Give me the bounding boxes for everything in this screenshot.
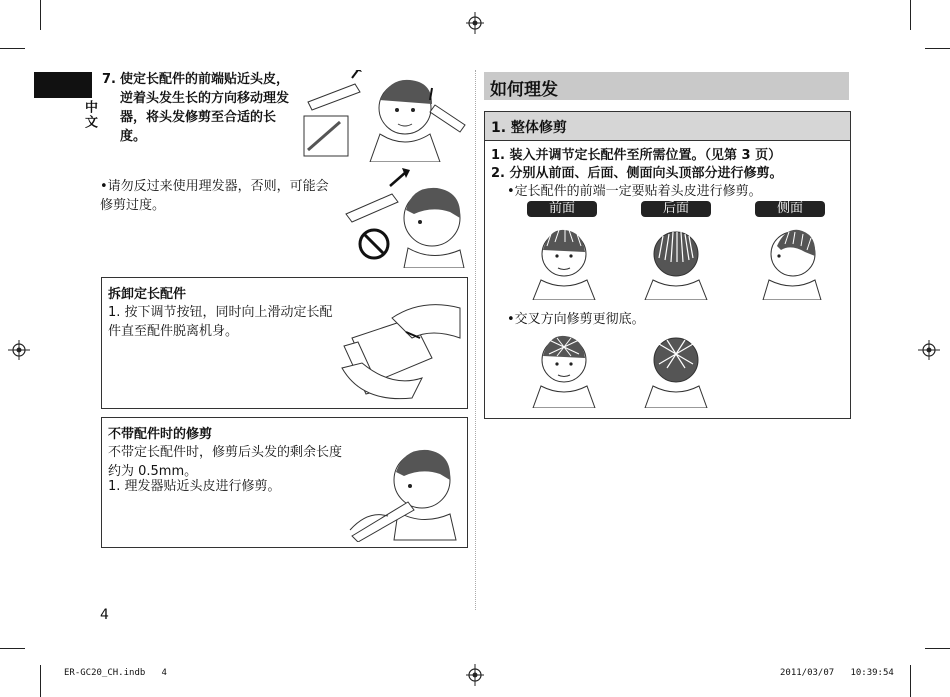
footer-file: ER-GC20_CH.indb 4 [64, 668, 167, 678]
crop-mark [40, 0, 41, 30]
registration-mark [8, 340, 30, 360]
language-tab [34, 72, 92, 98]
step-2: 2. 分别从前面、后面、侧面向头顶部分进行修剪。 [491, 166, 783, 181]
registration-mark [466, 12, 484, 34]
side-head-illustration [755, 222, 825, 300]
no-attachment-title: 不带配件时的修剪 [108, 427, 213, 442]
step-7 [102, 70, 292, 146]
back-head-cross-illustration [641, 328, 711, 408]
front-head-illustration [529, 222, 599, 300]
label-side: 侧面 [755, 201, 825, 217]
crop-mark [910, 665, 911, 697]
step-number: 7. [102, 72, 116, 87]
front-head-cross-illustration [529, 328, 599, 408]
crop-mark [925, 648, 950, 649]
registration-mark [918, 340, 940, 360]
crop-mark [40, 665, 41, 697]
crop-mark [910, 0, 911, 30]
crop-mark [925, 48, 950, 49]
label-front: 前面 [527, 201, 597, 217]
registration-mark [466, 664, 484, 686]
trimming-without-attachment-illustration [348, 440, 464, 542]
attachment-note: •定长配件的前端一定要贴着头皮进行修剪。 [507, 184, 762, 199]
hands-removing-attachment-illustration [332, 298, 462, 403]
column-divider [475, 70, 476, 610]
caution-note: •请勿反过来使用理发器，否则，可能会修剪过度。 [100, 179, 329, 213]
subsection-title: 1. 整体修剪 [491, 120, 567, 136]
no-attachment-box [101, 417, 468, 548]
step-text: 使定长配件的前端贴近头皮，逆着头发生长的方向移动理发器，将头发修剪至合适的长度。 [120, 72, 290, 144]
crop-mark [0, 48, 25, 49]
remove-attachment-step: 1. 按下调节按钮，同时向上滑动定长配件直至配件脱离机身。 [108, 305, 333, 339]
section-header [484, 72, 849, 100]
crop-mark [0, 648, 25, 649]
language-label: 中文 [82, 100, 97, 130]
trimming-illustration [300, 70, 470, 162]
footer-date: 2011/03/07 10:39:54 [780, 668, 894, 678]
remove-attachment-box [101, 277, 468, 409]
step-1: 1. 装入并调节定长配件至所需位置。（见第 3 页） [491, 148, 782, 163]
no-attachment-step: 1. 理发器贴近头皮进行修剪。 [108, 479, 281, 494]
label-back: 后面 [641, 201, 711, 217]
cross-direction-note: •交叉方向修剪更彻底。 [507, 312, 645, 327]
section-title: 如何理发 [490, 80, 558, 100]
overall-trim-box [484, 111, 851, 419]
reverse-use-illustration [342, 166, 466, 268]
page-number: 4 [100, 607, 109, 623]
back-head-illustration [641, 222, 711, 300]
remove-attachment-title: 拆卸定长配件 [108, 287, 187, 302]
no-attachment-desc: 不带定长配件时，修剪后头发的剩余长度约为 0.5mm。 [108, 445, 343, 479]
subsection-header [485, 112, 850, 141]
